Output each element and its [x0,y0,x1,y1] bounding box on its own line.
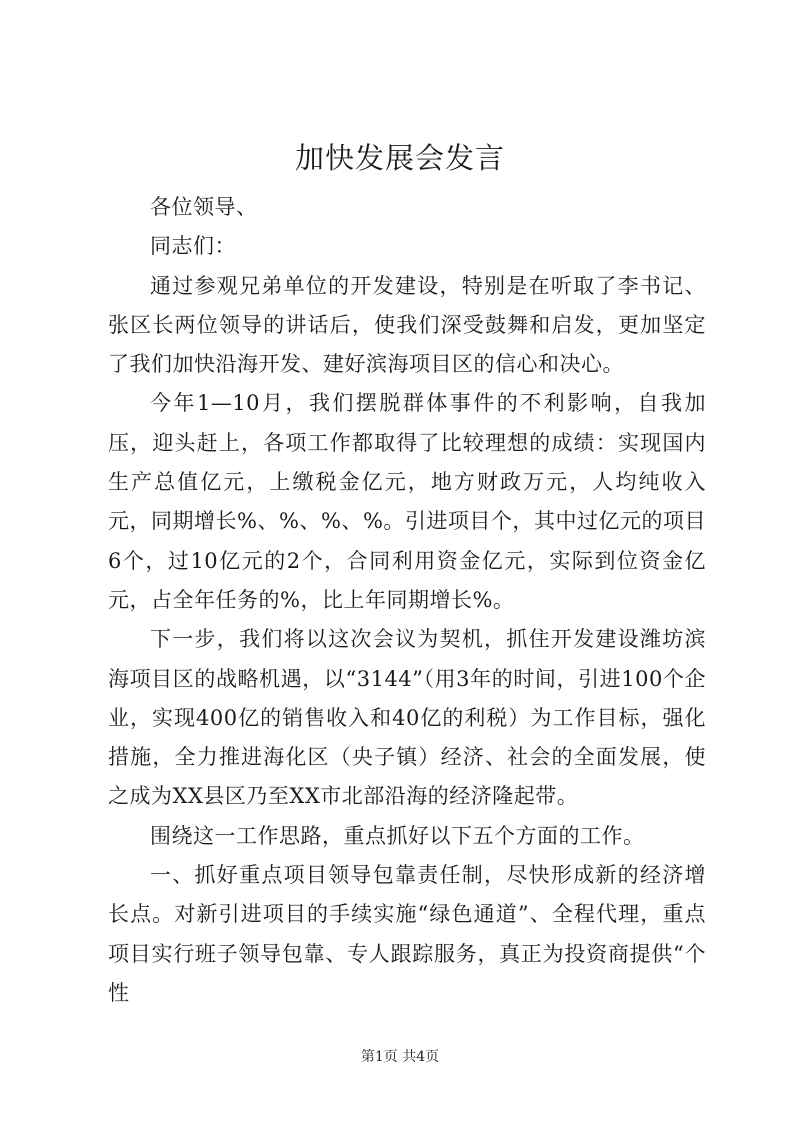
document-title: 加快发展会发言 [294,141,505,175]
paragraph-achievements: 今年1—10月，我们摆脱群体事件的不利影响，自我加压，迎头赶上，各项工作都取得了比较理想的成绩：实现国内生产总值亿元，上缴税金亿元，地方财政万元，人均纯收入元，同期增长%、%、%、%。引进项目个，其中过亿元的项目6个，过10亿元的2个，合同利用资金亿元，实际到位资金亿元，占全年任务的%，比上年同期增长%。 [108,391,706,612]
paragraph-intro: 通过参观兄弟单位的开发建设，特别是在听取了李书记、张区长两位领导的讲话后，使我们深受鼓舞和启发，更加坚定了我们加快沿海开发、建好滨海项目区的信心和决心。 [108,273,706,377]
document-body [108,188,706,1013]
paragraph-next-steps: 下一步，我们将以这次会议为契机，抓住开发建设潍坊滨海项目区的战略机遇，以“3144”（用3年的时间，引进100个企业，实现400亿的销售收入和40亿的利税）为工作目标，强化措施，全力推进海化区（央子镇）经济、社会的全面发展，使之成为XX县区乃至XX市北部沿海的经济隆起带。 [108,627,706,809]
paragraph-work-focus: 围绕这一工作思路，重点抓好以下五个方面的工作。 [150,823,645,848]
page-footer: 第1页 共4页 [360,1049,440,1065]
salutation-comrades: 同志们： [150,234,236,259]
paragraph-point-one: 一、抓好重点项目领导包靠责任制，尽快形成新的经济增长点。对新引进项目的手续实施“绿色通道”、全程代理，重点项目实行班子领导包靠、专人跟踪服务，真正为投资商提供“个性 [108,863,706,1005]
salutation-leaders: 各位领导、 [150,195,258,219]
